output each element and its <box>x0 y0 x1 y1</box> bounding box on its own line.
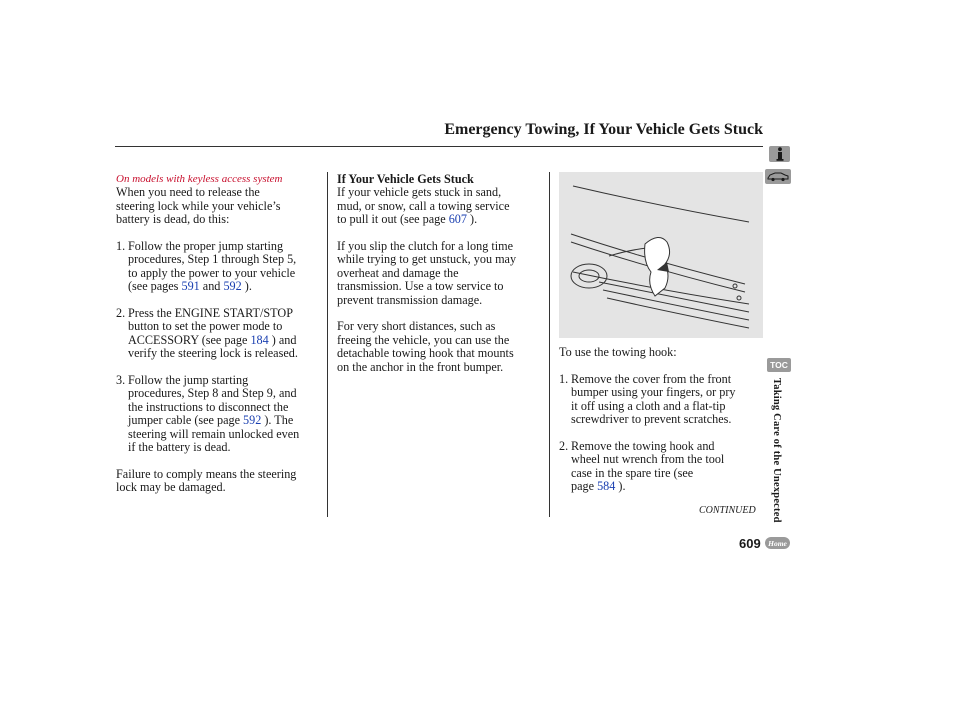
step-line: the instructions to disconnect the <box>128 399 289 414</box>
step-line: wheel nut wrench from the tool <box>571 452 725 467</box>
step-1 <box>116 240 324 294</box>
step-line: verify the steering lock is released. <box>128 346 298 361</box>
info-icon <box>775 147 785 161</box>
step-3 <box>116 374 324 454</box>
column-keyless-release <box>116 173 324 495</box>
page-link-184[interactable]: 184 <box>250 332 269 347</box>
step-text: (see pages <box>128 279 182 294</box>
page-link-591[interactable]: 591 <box>181 279 200 294</box>
body-line: transmission. Use a tow service to <box>337 279 504 294</box>
header-rule <box>115 146 763 147</box>
step-line: button to set the power mode to <box>128 319 283 334</box>
step-text: ). <box>241 279 252 294</box>
intro-line: steering lock while your vehicle’s <box>116 198 281 213</box>
page-link-607[interactable]: 607 <box>448 212 467 227</box>
step-text: and <box>199 279 224 294</box>
body-line <box>337 213 545 226</box>
step-line: Follow the proper jump starting <box>128 239 284 254</box>
body-line: mud, or snow, call a towing service <box>337 198 510 213</box>
car-icon <box>767 171 789 182</box>
step-text: ). <box>615 479 626 494</box>
section-tab-label: Taking Care of the Unexpected <box>771 378 782 523</box>
step-line: case in the spare tire (see <box>571 465 694 480</box>
step-line: bumper using your fingers, or pry <box>571 385 736 400</box>
body-line: detachable towing hook that mounts <box>337 346 514 361</box>
body-text: ). <box>466 212 478 227</box>
step-line: procedures, Step 8 and Step 9, and <box>128 386 297 401</box>
body-line: To use the towing hook: <box>559 345 677 359</box>
warning-line: lock may be damaged. <box>116 480 226 495</box>
step-line: Remove the towing hook and <box>571 438 715 453</box>
step-text: ACCESSORY (see page <box>128 332 251 347</box>
body-line: prevent transmission damage. <box>337 292 483 307</box>
page-link-592[interactable]: 592 <box>223 279 242 294</box>
step-number: 1. <box>559 371 569 386</box>
step-line <box>128 280 296 293</box>
step-line: steering will remain unlocked even <box>128 426 300 441</box>
page-title: Emergency Towing, If Your Vehicle Gets Stuck <box>444 121 763 138</box>
step-text: ) and <box>268 332 297 347</box>
body-line: on the anchor in the front bumper. <box>337 359 504 374</box>
step-number: 2. <box>116 306 126 321</box>
toc-button[interactable]: TOC <box>767 358 791 372</box>
step-text: ). The <box>261 413 294 428</box>
step-line: screwdriver to prevent scratches. <box>571 412 732 427</box>
model-note: On models with keyless access system <box>116 173 283 185</box>
step-line <box>128 414 299 427</box>
step-line: to apply the power to your vehicle <box>128 265 296 280</box>
step-text: jumper cable (see page <box>128 413 244 428</box>
step-line <box>571 480 724 493</box>
column-vehicle-stuck <box>337 173 545 374</box>
step-2 <box>116 307 324 361</box>
section-heading: If Your Vehicle Gets Stuck <box>337 172 474 186</box>
info-button[interactable] <box>769 146 790 162</box>
home-button[interactable] <box>765 537 790 549</box>
body-line: If you slip the clutch for a long time <box>337 239 513 254</box>
step-line: if the battery is dead. <box>128 440 231 455</box>
step-line: Press the ENGINE START/STOP <box>128 306 293 321</box>
body-line: overheat and damage the <box>337 265 459 280</box>
column-towing-hook <box>559 346 763 493</box>
step-number: 1. <box>116 239 126 254</box>
body-text: to pull it out (see page <box>337 212 449 227</box>
step-line <box>128 334 298 347</box>
body-line: For very short distances, such as <box>337 319 496 334</box>
column-divider-1 <box>327 172 328 517</box>
warning-line: Failure to comply means the steering <box>116 466 297 481</box>
page-link-584[interactable]: 584 <box>597 479 616 494</box>
hook-step-1 <box>559 373 763 427</box>
page-link-592[interactable]: 592 <box>243 413 262 428</box>
continued-label: CONTINUED <box>699 505 756 516</box>
body-line: while trying to get unstuck, you may <box>337 252 517 267</box>
home-label: Home <box>768 538 787 548</box>
step-line: procedures, Step 1 through Step 5, <box>128 252 297 267</box>
vehicle-button[interactable] <box>765 169 791 184</box>
step-number: 2. <box>559 438 569 453</box>
body-line: If your vehicle gets stuck in sand, <box>337 185 502 200</box>
intro-line: battery is dead, do this: <box>116 212 230 227</box>
step-line: Follow the jump starting <box>128 373 249 388</box>
column-divider-2 <box>549 172 550 517</box>
step-line: Remove the cover from the front <box>571 371 732 386</box>
step-text: page <box>571 479 598 494</box>
hook-step-2 <box>559 440 763 494</box>
bumper-hook-drawing <box>559 172 763 338</box>
towing-hook-illustration <box>559 172 763 338</box>
page-number: 609 <box>739 536 761 551</box>
step-line: it off using a cloth and a flat-tip <box>571 398 726 413</box>
intro-line: When you need to release the <box>116 185 260 200</box>
step-number: 3. <box>116 373 126 388</box>
body-line: freeing the vehicle, you can use the <box>337 332 510 347</box>
